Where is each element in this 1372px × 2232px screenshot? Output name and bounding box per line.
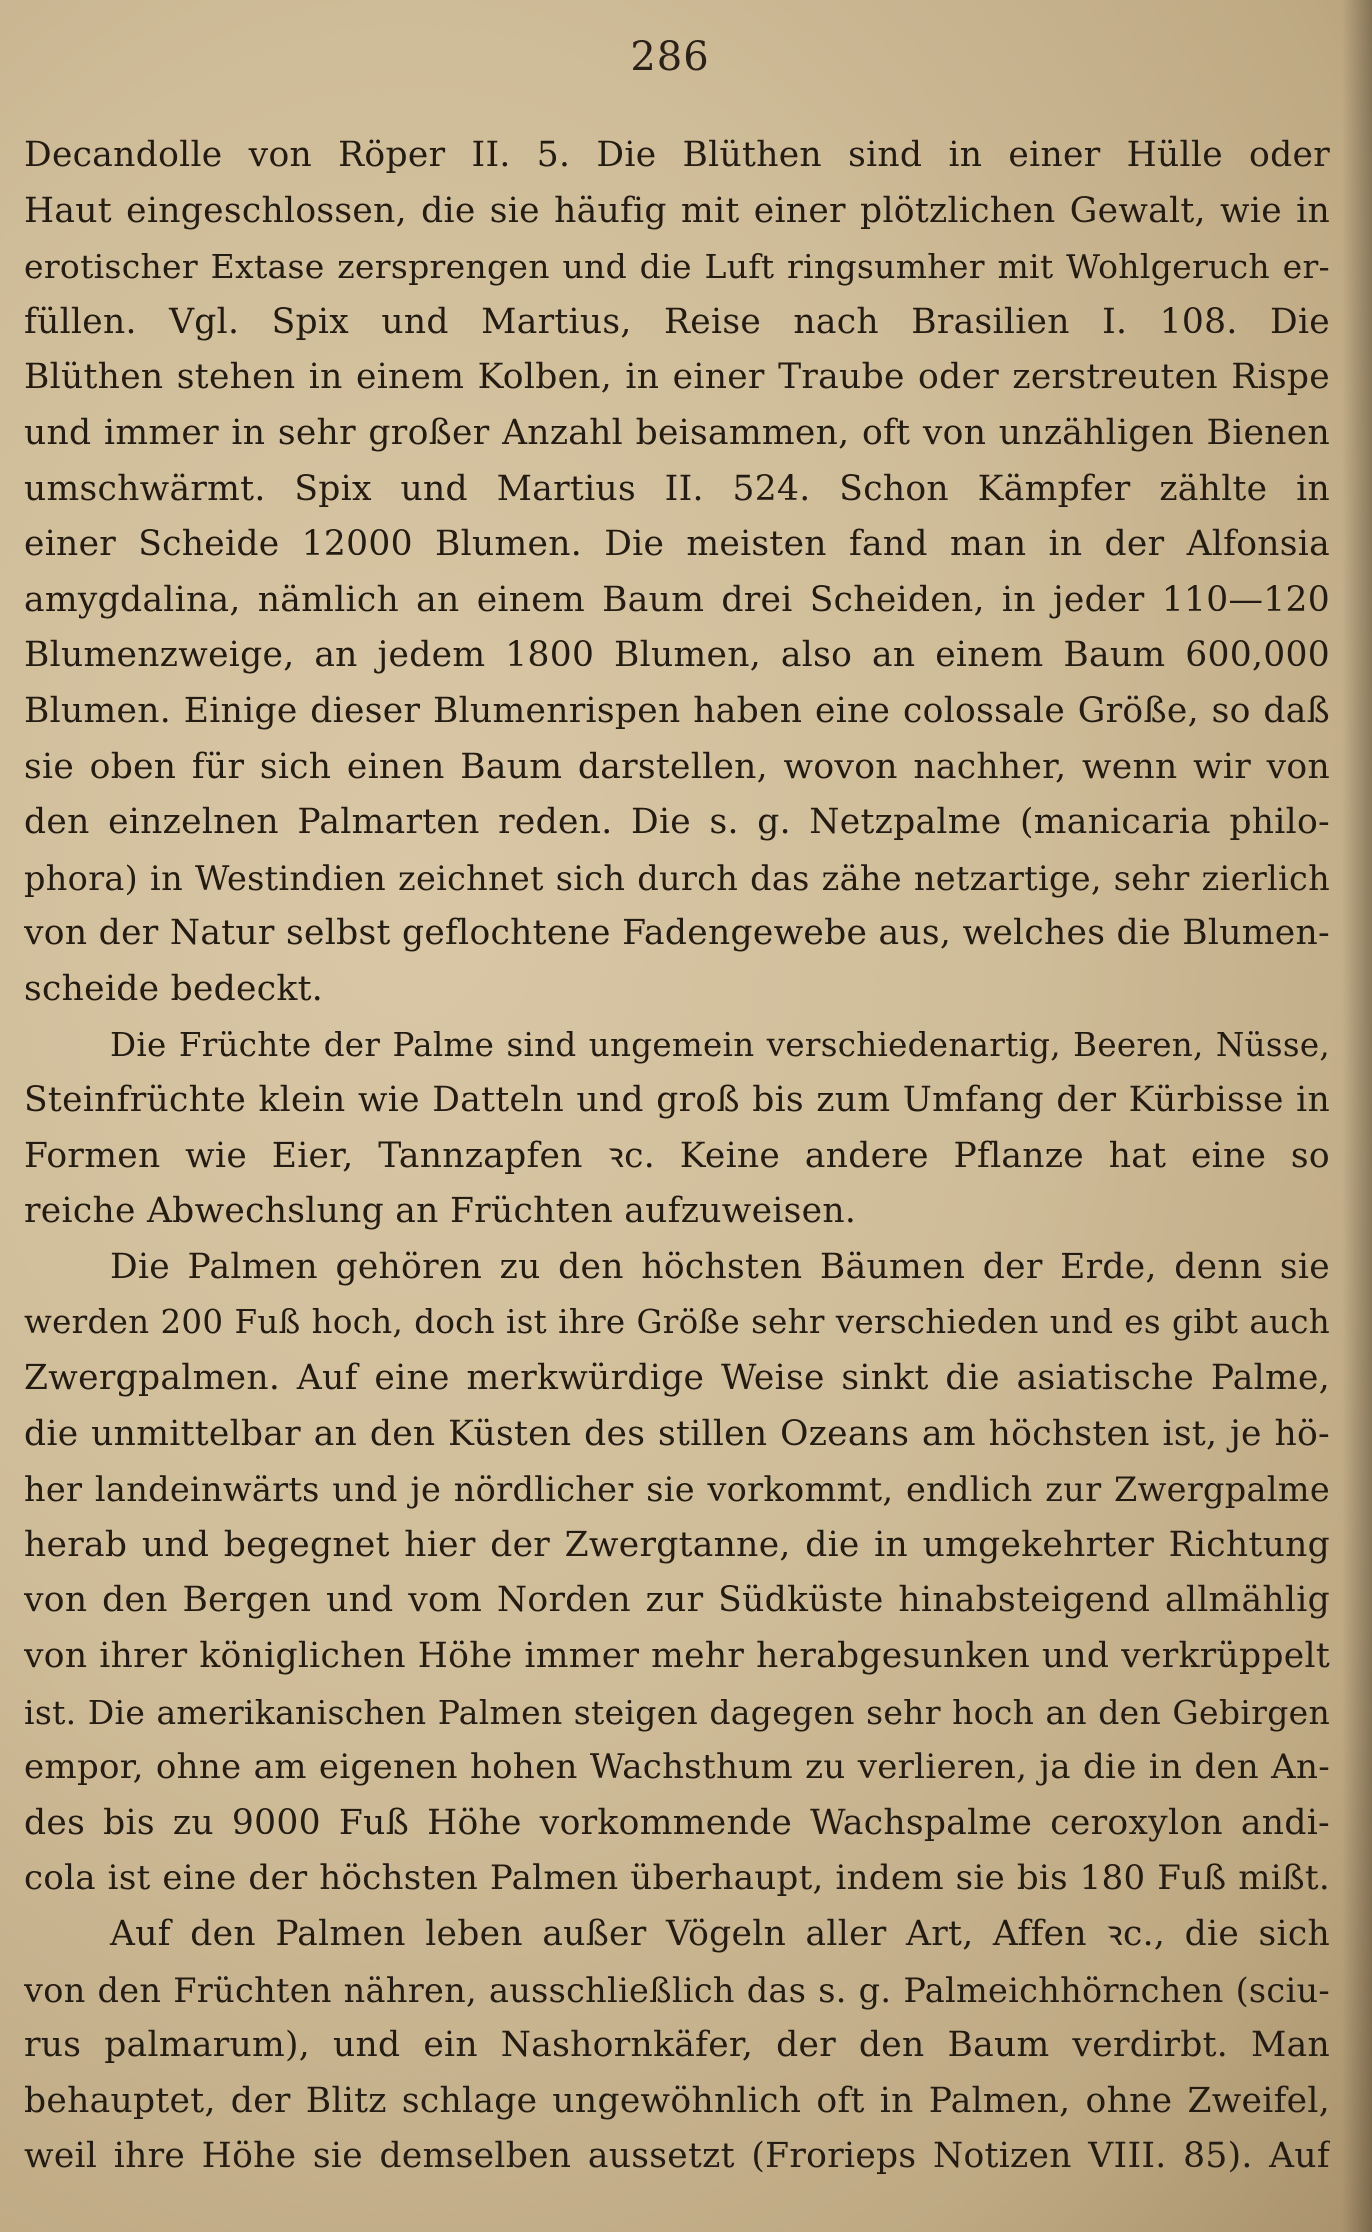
text-line: reiche Abwechslung an Früchten aufzuweisen.: [24, 1191, 857, 1232]
text-line: die unmittelbar an den Küsten des stillen Ozeans am höchsten ist, je hö-: [24, 1413, 1330, 1454]
body-text: [24, 128, 1330, 2185]
text-line: Blumenzweige, an jedem 1800 Blumen, also an einem Baum 600,000: [24, 635, 1330, 676]
text-line: Haut eingeschlossen, die sie häufig mit einer plötzlichen Gewalt, wie in: [24, 190, 1330, 231]
text-line: phora) in Westindien zeichnet sich durch das zähe netzartige, sehr zierlich: [24, 858, 1330, 898]
text-line: von den Bergen und vom Norden zur Südküste hinabsteigend allmählig: [24, 1580, 1330, 1621]
page-number: 286: [630, 34, 710, 80]
text-line: cola ist eine der höchsten Palmen überhaupt, indem sie bis 180 Fuß mißt.: [24, 1858, 1330, 1899]
text-line: einer Scheide 12000 Blumen. Die meisten fand man in der Alfonsia: [24, 524, 1330, 565]
text-line: herab und begegnet hier der Zwergtanne, die in umgekehrter Richtung: [24, 1524, 1330, 1565]
paragraph: [24, 128, 1330, 1018]
text-line: empor, ohne am eigenen hohen Wachsthum zu verlieren, ja die in den An-: [24, 1747, 1330, 1788]
text-line: amygdalina, nämlich an einem Baum drei Scheiden, in jeder 110—120: [24, 579, 1330, 620]
text-line: werden 200 Fuß hoch, doch ist ihre Größe sehr verschieden und es gibt auch: [24, 1303, 1330, 1342]
text-line: rus palmarum), und ein Nashornkäfer, der den Baum verdirbt. Man: [24, 2025, 1330, 2066]
text-line: von den Früchten nähren, ausschließlich das s. g. Palmeichhörnchen (sciu-: [24, 1970, 1330, 2010]
text-line: den einzelnen Palmarten reden. Die s. g. Netzpalme (manicaria philo-: [24, 802, 1330, 843]
text-line: erotischer Extase zersprengen und die Luft ringsumher mit Wohlgeruch er-: [24, 247, 1330, 287]
text-line: sie oben für sich einen Baum darstellen, wovon nachher, wenn wir von: [24, 746, 1330, 787]
text-line: scheide bedeckt.: [24, 968, 324, 1009]
page-edge-shadow: [1342, 0, 1372, 2232]
text-line: ist. Die amerikanischen Palmen steigen dagegen sehr hoch an den Gebirgen: [24, 1692, 1330, 1732]
text-line: her landeinwärts und je nördlicher sie vorkommt, endlich zur Zwergpalme: [24, 1470, 1330, 1510]
text-line: von der Natur selbst geflochtene Fadengewebe aus, welches die Blumen-: [24, 913, 1330, 954]
text-line: behauptet, der Blitz schlage ungewöhnlich oft in Palmen, ohne Zweifel,: [24, 2080, 1330, 2121]
text-line: füllen. Vgl. Spix und Martius, Reise nach Brasilien I. 108. Die: [24, 301, 1330, 342]
text-line: und immer in sehr großer Anzahl beisammen, oft von unzähligen Bienen: [24, 412, 1330, 453]
text-line: Decandolle von Röper II. 5. Die Blüthen sind in einer Hülle oder: [24, 135, 1330, 175]
text-line: des bis zu 9000 Fuß Höhe vorkommende Wachspalme ceroxylon andi-: [24, 1802, 1330, 1843]
text-line: umschwärmt. Spix und Martius II. 524. Schon Kämpfer zählte in: [24, 468, 1330, 509]
text-line: Steinfrüchte klein wie Datteln und groß bis zum Umfang der Kürbisse in: [24, 1080, 1330, 1121]
paragraph: [24, 1240, 1330, 1907]
text-line: von ihrer königlichen Höhe immer mehr herabgesunken und verkrüppelt: [24, 1636, 1330, 1677]
text-line: Die Palmen gehören zu den höchsten Bäumen der Erde, denn sie: [110, 1246, 1330, 1287]
text-line: weil ihre Höhe sie demselben aussetzt (Frorieps Notizen VIII. 85). Auf: [24, 2136, 1330, 2177]
text-line: Blüthen stehen in einem Kolben, in einer Traube oder zerstreuten Rispe: [24, 357, 1330, 398]
text-line: Blumen. Einige dieser Blumenrispen haben eine colossale Größe, so daß: [24, 690, 1330, 731]
text-line: Formen wie Eier, Tannzapfen ꝛc. Keine andere Pflanze hat eine so: [24, 1135, 1330, 1176]
text-line: Auf den Palmen leben außer Vögeln aller Art, Affen ꝛc., die sich: [110, 1914, 1330, 1954]
text-line: Zwergpalmen. Auf eine merkwürdige Weise sinkt die asiatische Palme,: [24, 1358, 1330, 1399]
paragraph: [24, 1907, 1330, 2185]
text-line: Die Früchte der Palme sind ungemein verschiedenartig, Beeren, Nüsse,: [110, 1025, 1330, 1064]
paragraph: [24, 1018, 1330, 1240]
